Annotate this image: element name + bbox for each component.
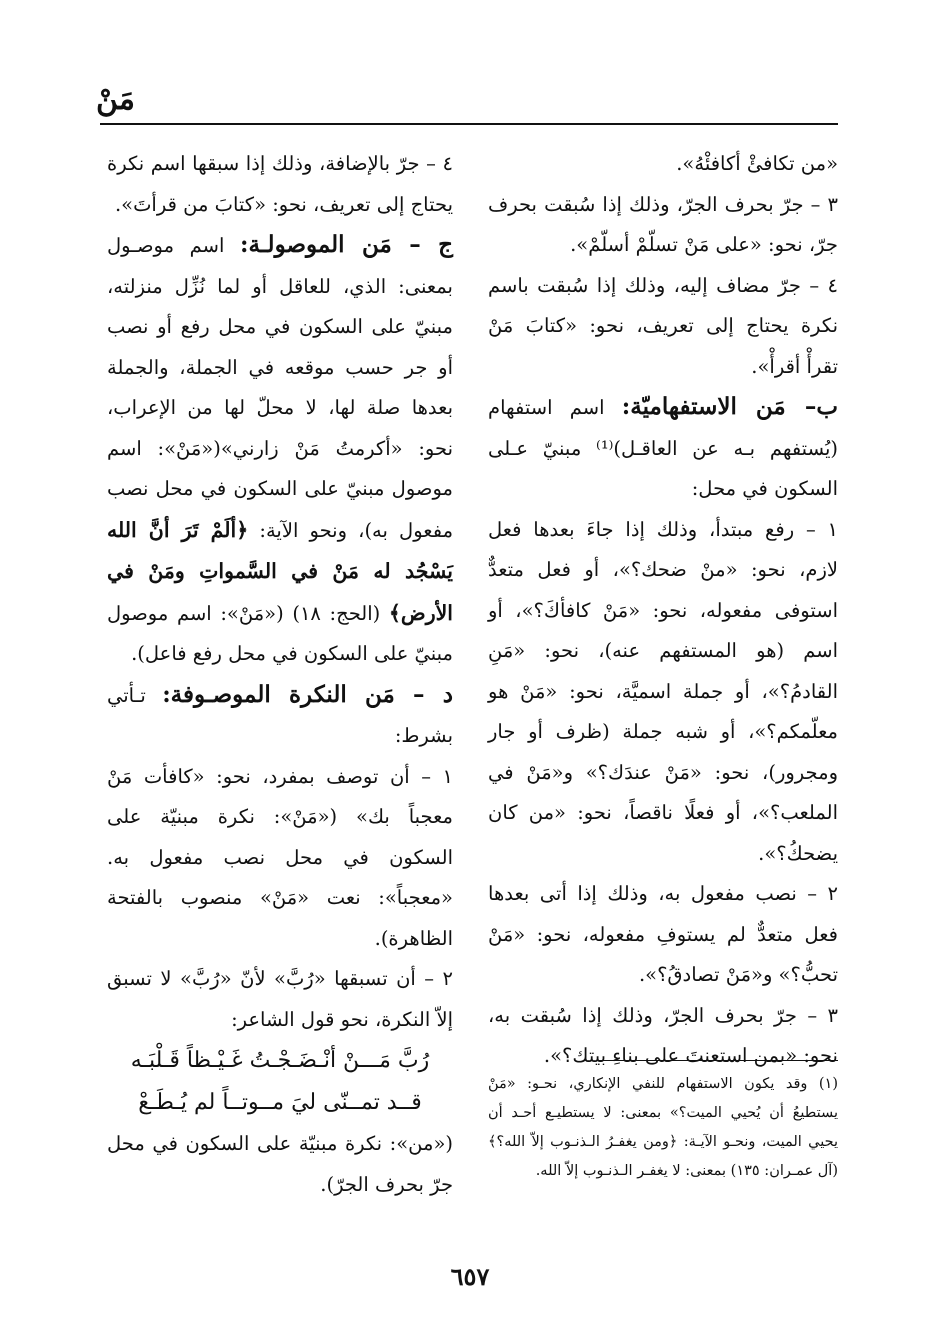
paragraph: «من تكافئْ أكافئْهُ».	[676, 152, 838, 175]
paragraph: ٤ – جرّ مضاف إليه، وذلك إذا سُبقت باسم نكرة يحتاج إلى تعريف، نحو: «كتابَ مَنْ تقرأْ أقرأْ».	[488, 273, 838, 378]
paragraph: ١ – أن توصف بمفرد، نحو: «كافأت مَنْ معجباً بك» («مَنْ»: نكرة مبنيّة على السكون في محل نصب مفعول به. «معجباً»: نعت «مَنْ» منصوب بالفتحة الظاهرة).	[107, 764, 453, 950]
section-body-tail: (الحج: ١٨) («مَنْ»: اسم موصول مبنيّ على السكون في محل رفع فاعل).	[107, 601, 453, 665]
header-entry-word: مَنْ	[96, 82, 135, 117]
poem-line: رُبَّ مَـــنْ أنْـضَـجْـتُ غَـيْـظاً قَـلْبَـه	[130, 1048, 430, 1073]
footnote: (١) وقد يكون الاستفهام للنفي الإنكاري، نحـو: «مَنْ يستطيعُ أن يُحيي الميت؟» بمعنى: لا يستطيـع أحـد أن يحيي الميت، ونحـو الآيـة: ﴿ومن يغفـرُ الـذنـوب إلاّ الله؟﴾(آل عمـران: ١٣٥) بمعنى: لا يغفـر الـذنـوب إلاّ الله.	[488, 1076, 838, 1179]
page-number: ٦٥٧	[450, 1262, 490, 1291]
section-relative	[107, 225, 453, 675]
header-divider	[100, 123, 838, 125]
section-body: اسم موصـول بمعنى: الذي، للعاقل أو لما نُزِّل منزلته، مبنيّ على السكون في محل رفع أو نصب أو جر حسب موقعه في الجملة، والجملة بعدها صلة لها، لا محلّ لها من الإعراب، نحو: «أكرمتُ مَنْ زارني»(«مَنْ»: اسم موصول مبنيّ على السكون في محل نصب مفعول به)، ونحو الآية:	[107, 234, 454, 542]
footnote-divider	[598, 1060, 838, 1061]
poem-line: قــد تمــنّى ليَ مــوتــاً لم يُـطَـعْ	[138, 1090, 422, 1115]
quran-verse: ﴿ألَمْ تَرَ أنَّ الله يَسْجُد له مَنْ في السَّمواتِ ومَنْ في الأرض﴾	[107, 517, 453, 625]
paragraph: ٢ – نصب مفعول به، وذلك إذا أتى بعدها فعل متعدٌّ لم يستوفِ مفعوله، نحو: «مَنْ تحبُّ؟» و«مَنْ تصادقُ؟».	[488, 882, 838, 986]
section-interrogative	[488, 387, 838, 510]
section-heading: ج – مَن الموصولـة:	[240, 231, 453, 258]
paragraph: («من»: نكرة مبنيّة على السكون في محل جرّ بحرف الجرّ).	[107, 1132, 453, 1196]
section-body: اسم استفهام (يُستفهم بـه عن العاقـل)⁽¹⁾ مبنيّ عـلى السكون في محل:	[488, 396, 838, 500]
footnotes	[488, 1070, 838, 1186]
section-indefinite	[107, 675, 453, 757]
section-heading: د – مَن النكرة الموصـوفة:	[162, 680, 453, 708]
left-column	[107, 144, 453, 1205]
paragraph: ١ – رفع مبتدأ، وذلك إذا جاءَ بعدها فعل لازم، نحو: «منْ ضحك؟»، أو فعل متعدٌّ استوفى مفعوله، نحو: «مَنْ كافأكَ؟»، أو اسم (هو المستفهم عنه)، نحو: «مَنِ القادمُ؟»، أو جملة اسميَّة، نحو: «مَنْ هو معلّمكم؟»، أو شبه جملة (ظرف أو جار ومجرور)، نحو: «مَنْ عندَك؟» و«مَنْ في الملعب؟»، أو فعلًا ناقصاً، نحو: «من كان يضحكُ؟».	[488, 517, 838, 865]
right-column	[488, 144, 838, 1077]
paragraph: ٢ – أن تسبقها «رُبَّ» لأنّ «رُبَّ» لا تسبق إلاّ النكرة، نحو قول الشاعر:	[107, 967, 453, 1031]
section-body: تـأتي بشرط:	[107, 683, 453, 747]
paragraph: ٣ – جرّ بحرف الجرّ، وذلك إذا سُبقت بحرف جرّ، نحو: «على مَنْ تسلّمْ أسلّمْ».	[488, 192, 838, 256]
section-heading: ب– مَن الاستفهاميّة:	[621, 393, 838, 420]
paragraph: ٣ – جرّ بحرف الجرّ، وذلك إذا سُبقت به، نحو: «بمن استعنتَ على بناءِ بيتك؟».	[488, 1003, 838, 1067]
paragraph: ٤ – جرّ بالإضافة، وذلك إذا سبقها اسم نكرة يحتاج إلى تعريف، نحو: «كتابَ من قرأتَ».	[107, 152, 453, 216]
